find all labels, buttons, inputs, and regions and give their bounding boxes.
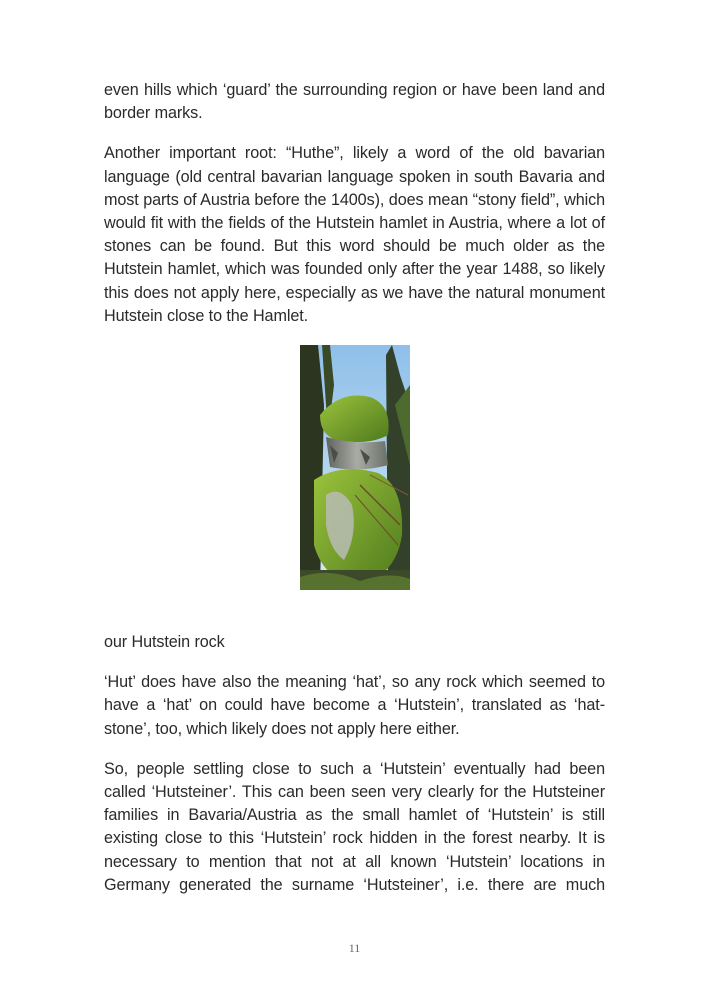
paragraph-hat-meaning: ‘Hut’ does have also the meaning ‘hat’, so any rock which seemed to have a ‘hat’ on could have become a ‘Hutstein’, translated as ‘hat-stone’, too, which likely does not apply here either. <box>104 673 605 738</box>
paragraph-huthe-root: Another important root: “Huthe”, likely a word of the old bavarian language (old central bavarian language spoken in south Bavaria and most parts of Austria before the 1400s), does mean “stony field”, which would fit with the fields of the Hutstein hamlet in Austria, where a lot of stones can be found. But this word should be much older as the Hutstein hamlet, which was founded only after the year 1488, so likely this does not apply here, especially as we have the natural monument Hutstein close to the Hamlet. <box>104 144 605 325</box>
paragraph-hutsteiner-settlers: So, people settling close to such a ‘Hutstein’ eventually had been called ‘Hutsteiner’. This can been seen very clearly for the Hutsteiner families in Bavaria/Austria as the small hamlet of ‘Hutstein’ is still existing close to this ‘Hutstein’ rock hidden in the forest nearby. It is necessary to mention that not at all known ‘Hutstein’ locations in Germany generated the surname ‘Hutsteiner’, i.e. there are much <box>104 759 605 894</box>
hutstein-rock-photo <box>300 345 410 590</box>
figure-caption: our Hutstein rock <box>104 633 225 652</box>
page-number: 11 <box>348 941 361 955</box>
paragraph-hills: even hills which ‘guard’ the surrounding region or have been land and border marks. <box>104 81 605 123</box>
figure <box>104 345 605 591</box>
document-page <box>104 79 605 914</box>
